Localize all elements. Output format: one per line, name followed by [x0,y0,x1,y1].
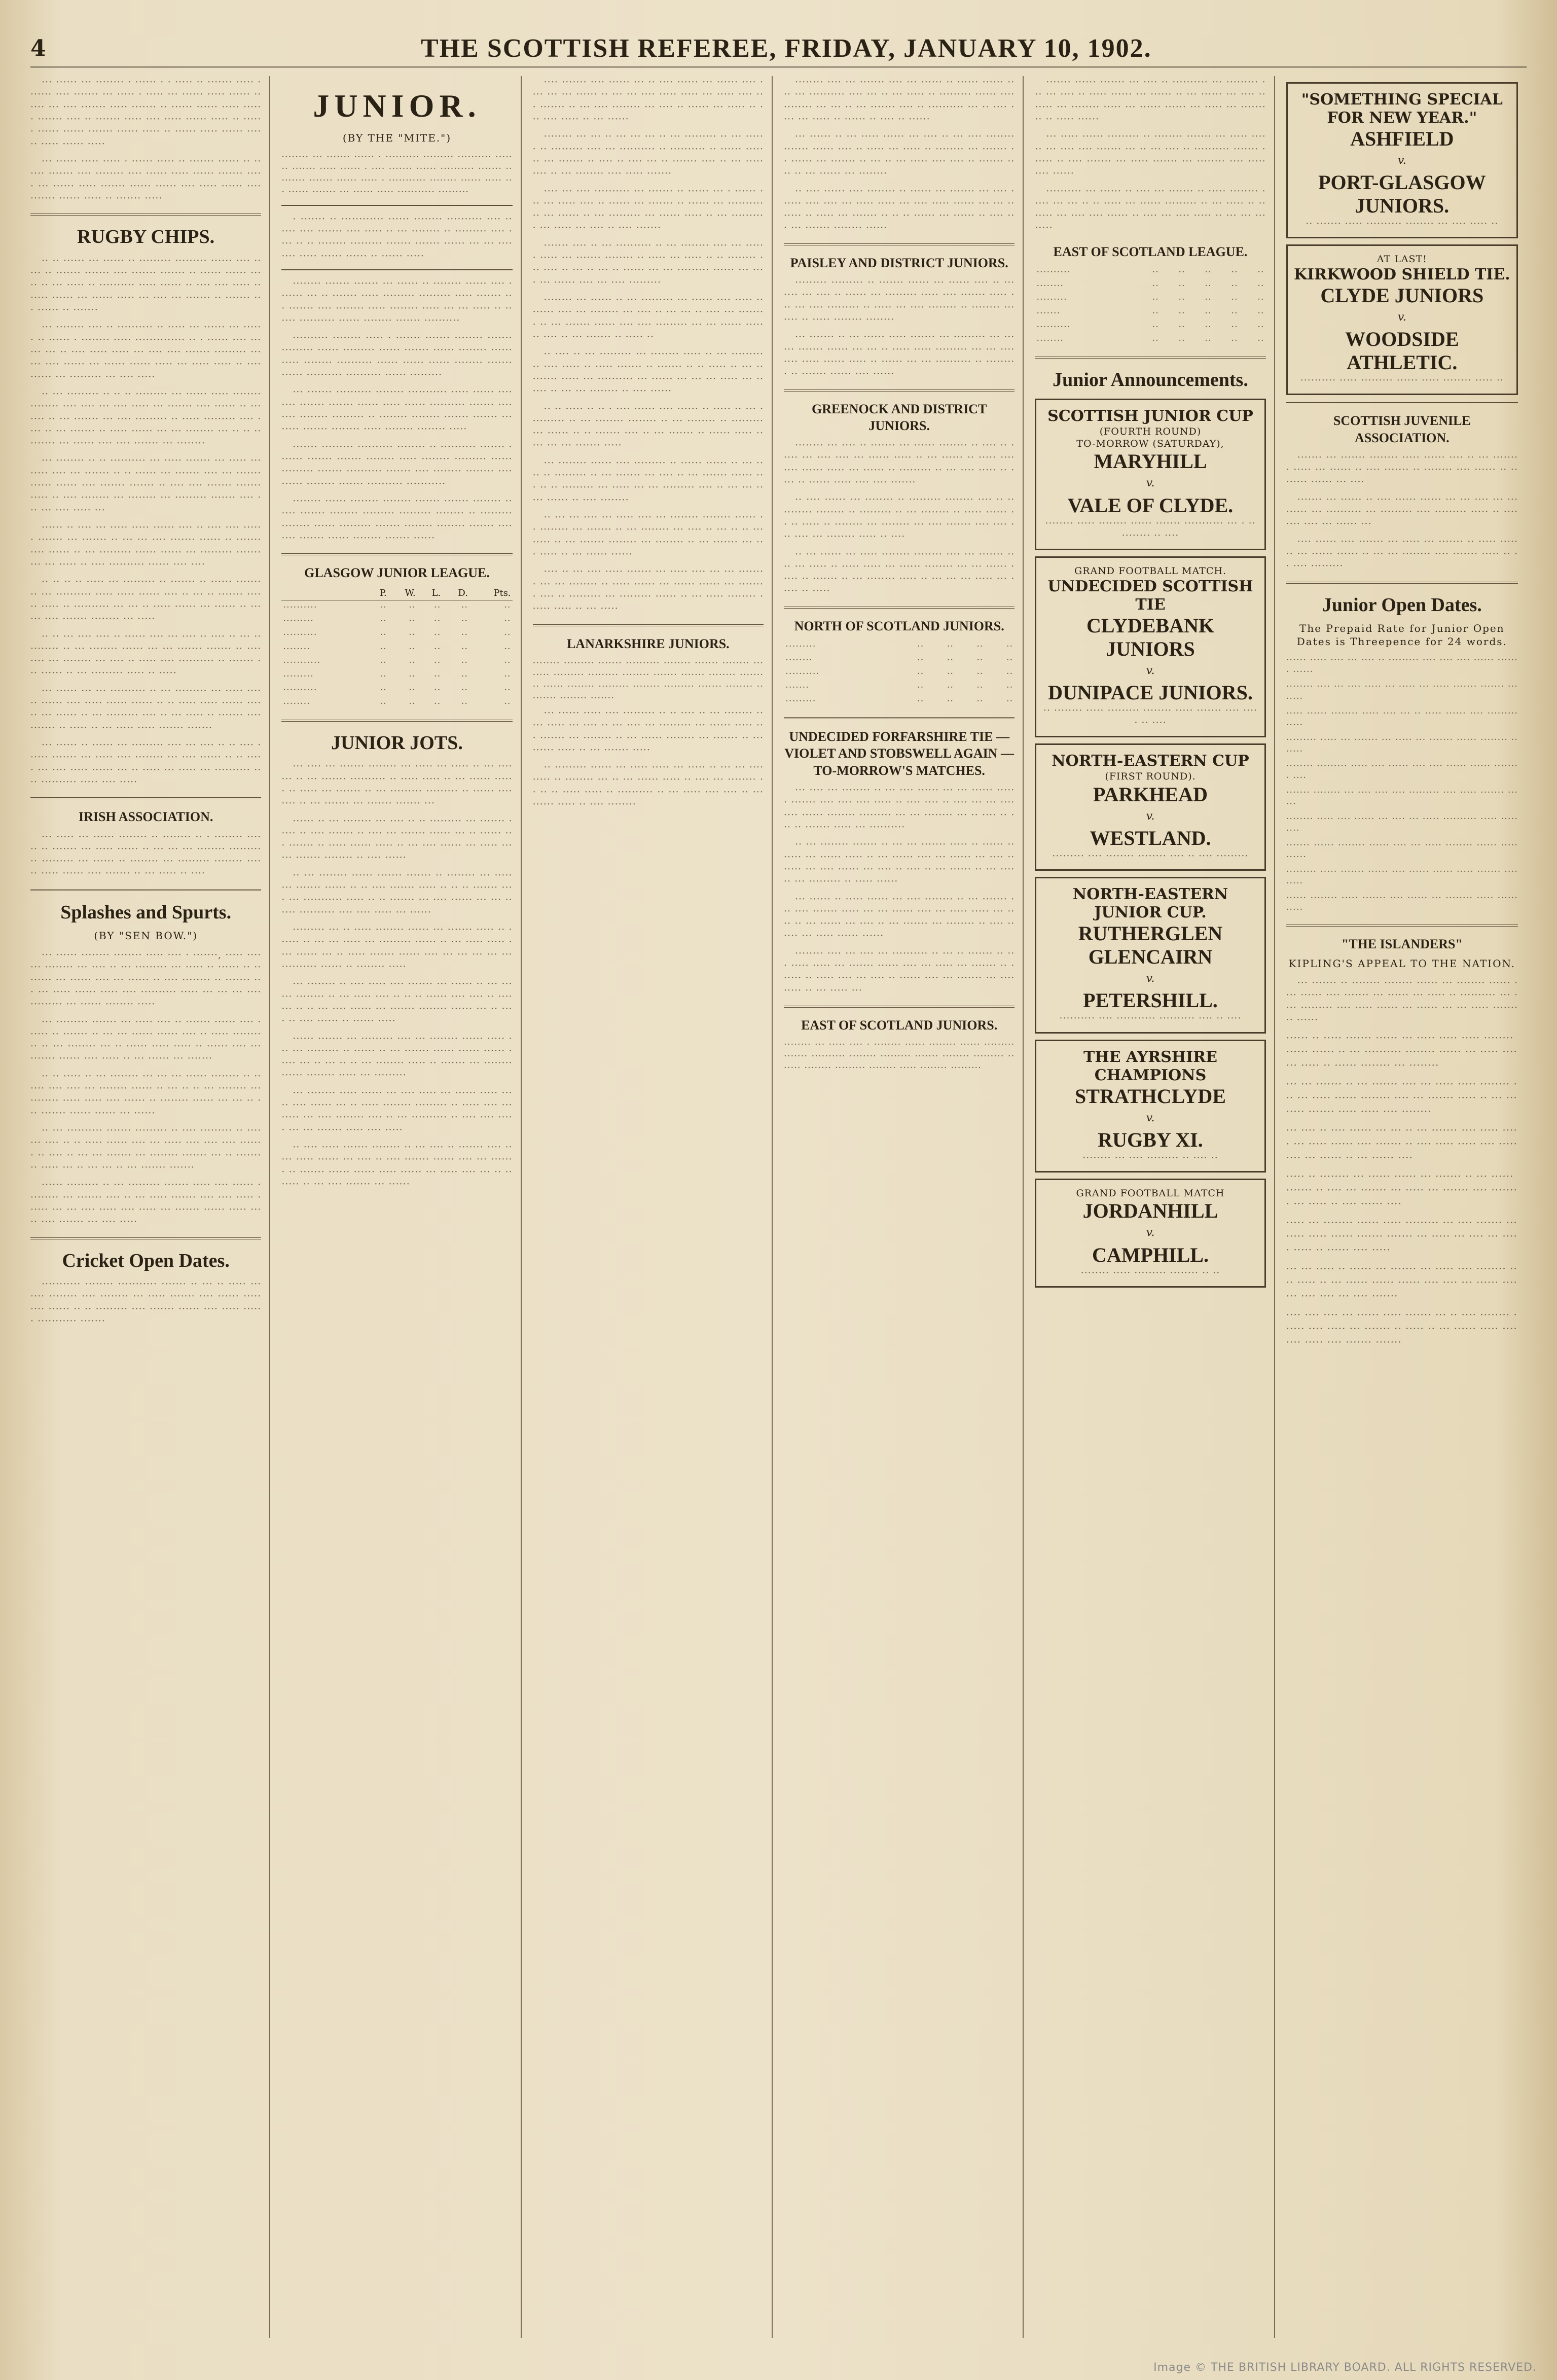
table-row: ·········· ·· ·· ·· ·· ·· [1036,322,1264,333]
poem-stanza: ····· ·· ········ ··· ······ ······ ··· ······· ·· ··· ······ ······· ·· ···· ··· ······· ··· ····· ··· ······· ···· ········ ··· ····· ·· ···· ······ ···· [1286,1170,1517,1210]
text-block: ······ ······· ··· ········· ···· ··· ········ ······ ····· ··· ··· ········· ·· ······ ·· ··· ······· ······ ······ ······ ····· ··· ·· ··· ·· ·· ··· ········ ····· ·· ······· ··· ········ ······ ········ ····· ··· ········· [281,1033,513,1081]
divider [30,214,261,216]
ad-home-team: ASHFIELD [1350,127,1454,150]
ad-versus: v. [1146,1226,1155,1239]
table-row: ········· ·· ·· ·· ·· ·· [283,670,511,682]
table-row: ········ ·· ·· ·· ·· ·· [283,643,511,654]
text-block: ·· ···· ······ ···· ········ ·· ······ ··· ······· ··· ···· ······ ···· ···· ··· ····· ····· ··· ···· ····· ······ ··· ··· ······· ·· ····· ··· ······· ·· ·· ·· ······ ··· ······ ·· ···· ··· ··· ······· ········ ······ [784,185,1015,234]
text-block: ··· ······ ··· ········ · ······ · · ····· ·· ······· ····· · ······ ···· ······· ··· ····· · ····· ··· ······ ····· ······ ······ ··· ···· ······· ····· ······· ·· ······ ······ ····· ······ ······· ···· ·· ······· ····· ···· ····· ······ ····· ·· ······ ······ ······ ······· ······ ····· ·· ······ ····· ······ ······ ····· ······ ····· [30,77,262,150]
ad-away-team: WOODSIDE ATHLETIC. [1345,327,1459,374]
text-block: ·········· ········ ····· · ······· ······· ········ ······· ········· ······ ········· ······ ······· ······ ········ ··········· ········ ·········· ······ ······ ······ ········ ······· ······ ·········· ·········· ······ ········· [281,332,513,381]
table-row: ··········· ·· ·· ·· ·· ·· [283,657,511,668]
column-1 [30,76,270,2338]
table-row: ······· ·· ·· ·· ·· ·· [1036,308,1264,319]
table-row: ········· ·· ·· ·· ·· [785,696,1013,707]
lanarkshire-juniors-heading: LANARKSHIRE JUNIORS. [566,636,730,651]
league-col-won: W. [388,586,417,600]
ad-lead: "SOMETHING SPECIAL FOR NEW YEAR." [1301,91,1503,127]
ad-details: ········ ··· ···· ········· ·· ···· ·· [1082,1152,1218,1163]
league-table [281,586,512,710]
ad-maryhill [1035,399,1265,550]
column-6 [1286,76,1526,2338]
ad-details: ·········· ····· ········· ······ ····· ········ ····· ·· [1300,374,1504,386]
ad-details: ········ ····· ········ ······ ······· ··········· ··· · ·· ········ ·· ···· [1045,517,1256,541]
ad-home-team: JORDANHILL [1082,1199,1218,1223]
text-block: ········· ··· ·· ····· ········ ······ ··· ······· ····· ·· ······ ·· ··· ··· ····· ··· ········· ······ ·· ··· ····· ····· ···· ······ ··· ·· ····· ······· ······ ···· ··· ··· ··· ··· ··· ·········· ······ ·· ········ ····· [281,924,513,972]
ad-lead: GRAND FOOTBALL MATCH [1076,1188,1225,1199]
text-block: ··· ······· ·· ··· ······ ····· ······· ··· ········· ··· ··· ··· ······· ······ ··· ··· ·· ····· ····· ········· ··· ··· ········ ····· ······ ····· ·· ······ ··· ··· ·········· ·· ········· ·· ······· ······ ···· ······ [784,331,1015,380]
table-row: ········· ·· ·· ·· ·· ·· [283,616,511,627]
text-block: ··· ······· ·· ········ ········ ······ ··· ········ ······ ···· ······ ···· ······· ··· ······ ··· ····· ·· ·········· ··· ···· ········· ···· ····· ······ ··· ······ ··· ··· ····· ········· ······ [1286,977,1518,1025]
divider [784,717,1015,719]
table-row: ········ ·· ·· ·· ·· ·· [1036,280,1264,292]
table-row: ·········· ·· ·· ·· ·· ·· [283,684,511,695]
splashes-heading: Splashes and Spurts. [60,901,232,923]
irish-association-heading: IRISH ASSOCIATION. [78,809,213,825]
columns [30,76,1526,2338]
ad-cup: UNDECIDED SCOTTISH TIE [1047,577,1253,614]
league-col-lost: L. [417,586,443,600]
divider [1286,402,1518,403]
text-block: ·· ···· ····· ······· ········ ·· ··· ···· ·· ······· ···· ·· ··· ····· ······ ··· ···· ·· ···· ······· ······ ···· ··· ······· ·· ······· ······ ······ ····· ······ ··· ····· ···· ··· ·· ·· ····· ·· ··· ···· ······· ··· ······ [281,1142,513,1190]
text-block: ··· ········ ···· ·· ·········· ·· ····· ··· ······ ··· ······ ·· ······ · ········ ····· ·············· ·· · ······ ···· ······ ··· ·· ···· ····· ····· ··· ···· ···· ······· ········· ··· ··· ···· ······ ··· ······ ······ ····· ··· ····· ····· ·· ···· ······ ··· ········· ··· ···· ····· [30,322,262,382]
column-4 [784,76,1024,2338]
junior-announcements-heading: Junior Announcements. [1053,369,1248,391]
league-col-played: P. [367,586,388,600]
divider [784,607,1015,609]
text-block: ······ ·· ···· ··· ····· ····· ······ ···· ·· ···· ···· ······ ······· ··· ······· ·· ··· ··· ···· ······· ······ ·· ······· ···· ······ ·· ··· ········· ······ ······ ··· ········· ·········· ··· ····· ·· ···· ·········· ······ ···· ···· [30,522,262,570]
table-row: ········ ·· ·· ·· ·· ·· [283,698,511,709]
ad-cup: THE AYRSHIRE CHAMPIONS [1083,1048,1217,1084]
undecided-tie-heading: UNDECIDED FORFARSHIRE TIE — VIOLET AND STOBSWELL AGAIN — TO-MORROW'S MATCHES. [784,729,1015,778]
divider [1286,925,1518,927]
ad-lead: GRAND FOOTBALL MATCH. [1074,565,1226,577]
text-block: ······· ··· ······ ·· ···· ······ ······ ··· ··· ···· ··· ··· ······ ··· ·········· ··· ········· ···· ········· ····· ·· ········ ···· ··· ······ ··· [1286,493,1518,530]
poem-stanza: ··· ··· ····· ·· ······ ··· ······· ··· ····· ···· ········ ···· ····· ·· ··· ······ ······ ······ ···· ···· ··· ······ ······· ···· ···· ··· ···· ······· [1286,1262,1517,1302]
east-of-scotland-heading: EAST OF SCOTLAND JUNIORS. [801,1018,998,1033]
text-block: ·· ··· ·········· ······· ········· ·· ···· ········· ·· ······· ···· ·· ·· ····· ······ ···· ··· ····· ···· ···· ···· ······· ·· ···· ·· ··· ··· ······· ··· ········ ······· ··· ·· ········· ····· ··· ·· ··· ··· ·· ··· ······· ······· [30,1125,262,1173]
text-block: ·· ··· ········· ·· ·· ·· ········· ··· ······ ····· ········ ········ ···· ···· ··· ···· ····· ··· ······· ···· ······ ·· ······· ·· ··· ······· ··· ···· ········· ·· ····· ········· ···· ···· ·· ··· ······· ·· ····· ······ ··· ··· ········ ··· ·· ·· ········· ··· ······ ···· ···· ······· ··· ········ [30,388,262,449]
ad-when: TO-MORROW (SATURDAY), [1076,438,1224,450]
scottish-juvenile-heading: SCOTTISH JUVENILE ASSOCIATION. [1333,413,1471,445]
text-block: ··· ······ ··· ··· ·········· ·· ··· ········· ··· ····· ······ ······ ···· ····· ······ ······ ·· ·· ····· ····· ······ ······ ··· ······ ·· ··· ········· ···· ·· ··· ····· ·· ······· ···· ······· ·· ····· ·· ··· ····· ····· ······· ······· [30,685,262,733]
table-row: ········· ·· ·· ·· ·· ·· [1036,294,1264,305]
paisley-juniors-heading: PAISLEY AND DISTRICT JUNIORS. [790,255,1008,270]
poem-stanza: ··· ···· ·· ···· ······ ··· ··· ·· ··· ······· ···· ····· ····· ··· ····· ······ ···· ······· ·· ···· ····· ····· ···· ········· ··· ······ ·· ··· ······ ···· [1286,1124,1517,1164]
east-league-heading: EAST OF SCOTLAND LEAGUE. [1053,244,1248,259]
column-3 [533,76,773,2338]
rugby-chips-heading: RUGBY CHIPS. [77,226,215,248]
glasgow-junior-league-heading: GLASGOW JUNIOR LEAGUE. [304,565,490,581]
cricket-open-dates-heading: Cricket Open Dates. [62,1250,230,1271]
junior-open-dates-heading: Junior Open Dates. [1322,594,1482,616]
text-block: ··· ···· ··· ······· ········ ··· ····· ··· ····· ·· ··· ······· ·· ··· ······· ·········· ·· ····· ····· ·· ··· ······ ······ ·· ····· ··· ······· ·· ··· ········· ········· ·· ······ ········ ·· ··· ······· ··· ······· ······· ··· [281,761,513,809]
text-block: ·· ··· ······ ··· ····· ········ ········ ···· ··· ······· ···· ··· ····· ·· ····· ····· ··· ······ ········ ··· ··· ······ ····· ·· ······· ·· ··· ········ ····· ·· ··· ··· ··· ····· ··· ····· ·· ····· [784,548,1015,597]
list-item: ······ ········ ····· ······· ···· ······ ··· ········ ····· ······ ····· [1286,892,1518,915]
ad-versus: v. [1397,310,1406,324]
ad-away-team: VALE OF CLYDE. [1067,493,1234,517]
league-col-club [281,586,367,600]
text-block: ········ ··· ······· ······ · ·········· ········· ·········· ······· ······· ····· ······ · ···· ······· ······ ·········· ······· ········· ······· ······ ····· · ··········· ········ ······ ····· ·· · ······ ······· ··· ······ ····· ··········· ········· [281,151,513,197]
text-block: ·· ·· ·· ·· ····· ··· ········· ·· ······· ·· ······ ······· ·· ··· ·········· ····· ····· ······ ···· ·· ··· ·· ······· ······ ····· ·· ·········· ··· ··· ·· ····· ······ ··· ······ ·· ······ ···· ······· ········ ··· ····· [30,576,262,625]
ad-versus: v. [1146,809,1155,823]
junior-heading: JUNIOR. [313,88,481,124]
list-item: ······· ······ ········ ······ ···· ··· ····· ········ ······ ····· ······ [1286,839,1518,862]
table-row: ········ ·· ·· ·· ·· ·· [1036,335,1264,346]
divider [281,553,512,555]
table-row: ·········· ·· ·· ·· ·· ·· [283,602,511,613]
ad-details: ·· ········ ····· ········· ········ ····· ······· ···· ····· ·· ···· [1043,704,1258,729]
table-row: ········· ·· ·· ·· ·· [785,641,1013,652]
divider [30,797,261,799]
text-block: ··· ······ ····· ····· · ······ ····· ·· ······· ······ ·· ······ ······· ···· ········ ···· ······ ····· ······ ······· ····· ··· ······ ····· ······· ······ ······ ···· ····· ······ ···· ······· ······ ····· ·· ······· ····· [30,155,262,204]
league-col-points: Pts. [469,586,513,600]
junior-byline: (BY THE "MITE.") [342,131,452,144]
north-table [784,640,1015,708]
ad-away-team: CAMPHILL. [1092,1243,1209,1266]
junior-jots-heading: JUNIOR JOTS. [331,732,463,754]
list-item: ····· ······ ········ ····· ···· ··· ·· ····· ······ ···· ········· ····· [1286,707,1518,730]
text-block: ··· ······ ·· ······ ··· ········· ···· ··· ···· ·· ·· ···· ······ ······· ··· ····· ···· ········ ··· ···· ······ ·· ·· ····· ··· ···· ····· ······ ··· ·· ····· ··· ····· ··· ·········· ·· ·· ·········· ····· ···· ····· [30,739,262,788]
ad-clyde-juniors [1286,244,1518,395]
ad-home-team: MARYHILL [1094,450,1207,473]
divider [784,389,1015,392]
divider [30,889,261,891]
poem-stanza: ···· ···· ···· ··· ······ ····· ······· ··· ·· ···· ········ ······ ···· ····· ··· ······· ·· ····· ·· ··· ······ ····· ···· ···· ····· ···· ······· ······· [1286,1308,1517,1348]
table-row: ········ ·· ·· ·· ·· [785,655,1013,666]
text-block: ··· ····· ··· ······ ········ ·· ········ ·· · ········ ···· ·· ·· ······· ··· ····· ······ ·· ··· ··· ··· ········ ········· ·· ········· ··· ······ ·· ········ ··· ········· ········ ···· ·· ····· ······ ···· ······· ·· ··· ····· ·· ···· [30,831,262,879]
ad-details: ········ ····· ········· ········ ·· ·· [1080,1267,1220,1278]
ad-away-team: PORT-GLASGOW JUNIORS. [1318,171,1486,218]
poem-stanza: ··· ··· ······· ·· ··· ······· ···· ··· ····· ····· ········ ··· ··· ····· ······ ········ ···· ··· ······· ····· ·· ··· ········ ······· ····· ····· ···· ········ [1286,1078,1517,1118]
poem-stanza: ······ ·· ····· ······· ······ ··· ····· ····· ····· ········ ······ ······ ·· ··· ·········· ········ ······ ··· ····· ······· ····· ·· ······ ········ ··· ········ [1286,1032,1517,1072]
ad-away-team: DUNIPACE JUNIORS. [1048,681,1253,704]
ad-details: ········· ···· ········ ········ ···· ·· ···· ········· [1052,850,1249,862]
text-block: ·· ··· ··· ···· ··· ····· ···· ··· ········ ········ ······ ·· ········ ··· ······· ·· ··· ········ ··· ···· ·· ··· ·· ·· ········ ·· ··· ······· ········ ··· ········ ·· ··· ······· ··· ··· ····· ·· ··· ······ ······ [532,512,764,560]
poem-stanza: ····· ··· ········ ······ ····· ········· ··· ···· ······· ··· ····· ····· ······ ······· ······· ··· ····· ··· ···· ··· ····· ····· ·· ······ ···· ····· [1286,1216,1517,1256]
league-table-header [281,586,512,600]
text-block: ·· ·· ··· ···· ···· ·· ······ ···· ··· ···· ·· ···· ·· ··· ·········· ·· ··· ········ ······ ··· ··· ······· ······· ·· ···· ···· ··· ········ ··· ···· ·· ····· ···· ·········· ·· ······· ··· ······ ·· ··· ········· ····· ·· ····· [30,630,262,679]
text-block: ··· ········ ····· ······ ··· ···· ····· ··· ······ ····· ··· ·· ···· ······ ··· ·· ····· ········ ········· ·· ····· ···· ··· ····· ··· ···· ········ ···· ·· ··· ·········· ·· ···· ···· ····· ··· ··· ······· ····· ···· ····· [281,1087,513,1135]
newspaper-title: THE SCOTTISH REFEREE, FRIDAY, JANUARY 10, 1902. [421,33,1152,63]
text-block: ········ ······ ········ ········ ······· ······· ········ ······ ······· ········ ········· ········· ········ ·· ········· ········ ······ ········· ······· ········ ········ ······· ········ ······· ······ ········ ······· ······ [281,495,513,544]
open-dates-rate: The Prepaid Rate for Junior Open Dates is Threepence for 24 words. [1296,622,1507,648]
text-block: ·· ········· ······ ··· ····· ····· ··· ····· ·· ··· ··· ········· ·· ········ ··· ·· ··· ······ ····· ·· ···· ··· ········ ·· ·· ·· ····· ····· ·· ·········· ·· ··· ····· ···· ···· ·· ··· ······ ····· ·· ···· ········ [532,762,764,810]
ad-versus: v. [1146,477,1155,490]
ad-away-team: RUGBY XI. [1098,1128,1203,1151]
ad-home-team: RUTHERGLEN GLENCAIRN [1078,922,1223,969]
divider [1286,582,1518,584]
kipling-heading: KIPLING'S APPEAL TO THE NATION. [1288,957,1516,970]
text-block: ··· ······ ·· ··· ····· ······ ··· ···· ·· ··· ···· ········ ······· ······ ···· ·· ····· ··· ····· ·· ········ ··· ······· ·· ······ ··· ······· ·· ··· ·· ··· ····· ···· ···· ·· ······· ···· ·· ··· ······ ··· ········ [784,131,1015,180]
column-2 [281,76,521,2338]
text-block: ··· ······ ····· ···· ········· ·· ·· ···· ·· ··· ········ ····· ····· ··· ···· ·· ··· ···· ··· ········· ··· ······ ····· ··· ······· ··· ········ ·· ··· ······ ········ ··· ······· ·· ··· ······ ····· ·· ··· ······· ····· [532,707,764,756]
divider [281,720,512,722]
text-block: ··· ····· ······ ········· ·· ········ ······· ··· ····· ···· ·· ··· ···· ···· ······· ··· ·· ··· ···· ·· ·········· ······· ······ ·· ···· ······· ··· ····· ······· ··· ········ ···· ····· ···· ······ [1035,131,1266,180]
text-block: ··· ······ ·· ····· ······ ··· ···· ········ ·· ··· ······· ··· ···· ······· ····· ··· ··· ······ ···· ··· ····· ····· ··· ···· ·· ··· ······ ··· ···· ·· ··· ······· ··· ········ ·· ···· ······ ··· ····· ······ ······ [784,893,1015,942]
divider [784,1006,1015,1008]
divider [784,243,1015,245]
text-block: ········ ···· ··· ···· ··· ·········· ·· ··· ·· ······· ·· ··· ····· ····· ··· ······· ······ ···· ··· ····· ··· ······· ·· ······ ·· ····· ···· ··· ···· ·· ······ ···· ··· ······· ··· ···· ····· ·· ··· ····· ··· [784,947,1015,996]
ad-lead: AT LAST! [1377,254,1427,265]
text-block: ········ ··· ······ ·· ··· ········· ··· ······ ···· ····· ········ ···· ··· ········ ··· ···· ·· ··· ··· ·· ···· ··· ········ ·· ··· ······· ······ ···· ···· ········· ··· ··· ······ ······· ···· ·· ··· ······· ·· ····· ·· [532,294,764,342]
copyright-notice: Image © THE BRITISH LIBRARY BOARD. ALL RIGHTS RESERVED. [1153,2361,1537,2374]
text-block: ······· ··· ······· ········ ····· ······ ···· ·· ··· ········ ····· ··· ······ ·· ···· ······· ·· ········ ···· ······ ·· ········ ······ ··· ···· [1286,451,1518,488]
text-block: ··· ···· ··· ········ ·· ··· ···· ······ ··· ··· ······ ······ ······· ···· ···· ···· ····· ·· ···· ···· ·· ···· ··· ··· ········ ······ ········ ········· ··· ··· ········ ··· ·· ···· ·· ··· ·· ······· ····· ··· ·········· [784,785,1015,833]
list-item: ········· ····· ··· ······· ··· ····· ··· ······· ······ ········ ······· [1286,734,1518,757]
east-league-table [1035,265,1265,347]
ad-home-team: CLYDEBANK JUNIORS [1087,614,1214,660]
text-block: ··· ········ ······ ···· ········· ·· ······ ······ ·· ··· ···· ·· ········· ·· ··· ······· ··· ···· ·· ··· ······· ······ ··· ·· ·· ········· ··· ····· ··· ··· ········· ···· ·· ··· ··· ·· ··· ······ ·· ···· ········ [532,457,764,506]
text-block: ······ ········· ·· ··· ········· ······· ····· ···· ······ ········· ··· ······· ···· ·· ··· ····· ······· ···· ···· ····· ······ ··· ··· ···· ····· ···· ····· ··· ······· ······ ····· ··· ·· ···· ······· ··· ···· ····· [30,1179,262,1228]
text-block: ·· ··· ········ ······ ······· ······· ·· ········ ··· ····· ··· ······· ······ ·· ·· ···· ······· ····· ·· ·· ·· ······· ···· ··· ··········· ····· ·· ·· ······· ··· ···· ······ ··· ··· ······ ·········· ···· ···· ····· ··· ······ [281,869,513,918]
text-block: ··· ······· ·········· ········ ··········· ····· ······ ········ ······· ······· ······ ····· ······ ·········· ······· ········ ········ ········· ·· ········ ········ ······· ······· ········ ······· ········ ····· ········ ········ ····· [281,386,513,435]
text-block: ·· ·· ····· ·· ··· ········ ··· ··· ··· ······ ········ ·· ······ ···· ···· ··· ········ ······ ·· ··· ·· ·· ··· ········ ··· ········ ····· ····· ···· ······ ·· ········ ······ ··· ··· ·· ··· ······· ······ ······ ··· ······ [30,1070,262,1119]
text-block: ········ ··· ··· ·· ··· ··· ··· ·· ··· ········· ·· ··· ······ ·· ········· ···· ··· ·········· ·· ·········· ·· ······ ······· ··· ······· ·· ···· ·· ···· ··· ·· ······· ···· ·· ··· ····· ···· ·· ··· ········ ···· ····· ······· [532,131,764,180]
table-row: ·········· ·· ·· ·· ·· [785,668,1013,680]
ad-ashfield [1286,82,1518,238]
ad-cup: KIRKWOOD SHIELD TIE. [1294,265,1510,283]
ad-versus: v. [1146,664,1155,677]
list-item: ········· ····· ······· ······ ···· ······ ······ ····· ······· ········· [1286,866,1518,889]
ad-strathclyde [1035,1040,1265,1173]
table-row: ······· ·· ·· ·· ·· [785,682,1013,693]
ad-versus: v. [1397,154,1406,167]
text-block: ········ ···· ··· ······· ···· ··· ······ ·· ······ ······ ···· ··· ·········· ···· ··· ·· ··· ····· ·· ········· ······ ···· ········ ··· ··· ·· ··· ······· ···· ·· ·········· ··· ·· ···· ···· ··· ····· ·· ······ ·· ···· ·· ······ [784,77,1015,125]
page-number: 4 [30,35,46,61]
text-block: ········ ··· ····· ···· · ········ ······ ········ ······ ········· ······· ·········· ········ ········· ······· ········ ········· ······· ········ ········· ········ ····· ········ ········· [784,1039,1015,1074]
text-block: ··· ······ ········ ········ ····· ···· · ·······, ····· ······· ········ ··· ···· ·· ··· ········· ··· ····· ·· ······ ·· ········ ··· ······ ···· ··· ······ ·· ···· ········ ·· ······· ··· ··· ····· ······ ····· ···· ·········· ····· ··· ··· ··· ···· ········· ··· ······ ········ ····· [30,949,262,1010]
text-block: ······· ···· ·· ··· ·········· ·· ··· ········ ···· ··· ······ ····· ··· ······· ········ ·· ····· ··· ····· ·· ·· ········ ··· ···· ·· ··· ·· ··· ·· ······ ··· ··· ········· ······ ··· ···· ··· ······ ···· ··· ···· ········· [532,239,764,288]
league-col-drawn: D. [442,586,469,600]
text-block: ··········· ········ ··········· ······· ·· ··· ·· ····· ··· ···· ········ ···· ········ ··· ····· ······· ···· ······ ····· ···· ······ ·· ·· ········· ···· ······· ······ ···· ····· ······ ··········· ······· [30,1278,262,1327]
masthead [30,30,1527,67]
ad-details: ·· ······· ····· ·········· ········ ··· ···· ····· ·· [1306,218,1499,230]
column-5 [1035,76,1275,2338]
ad-away-team: WESTLAND. [1090,826,1211,849]
ad-clydebank [1035,556,1265,737]
ad-rutherglen [1035,877,1265,1033]
ad-round: (FIRST ROUND). [1105,771,1196,783]
divider [30,1237,261,1239]
ad-home-team: PARKHEAD [1093,783,1208,806]
ad-jordanhill [1035,1179,1265,1288]
ad-away-team: PETERSHILL. [1083,989,1218,1012]
text-block: ········ ········· ······· ·········· ········ ······· ········ ········ ········· ········· ········ ······· ······· ········ ········· ······ ········ ········· ········ ········· ······· ········ ········· ········ ······· [532,657,764,703]
text-block: ·········· ··· ······ ·· ···· ··· ······· ·· ····· ········ ····· ··· ··· ·· ·· ····· ··· ······ ········· ·· ··· ····· ·· ······· ··· ···· ···· ······ ·· ···· ··· ···· ····· ·· ··· ··· ········ [1035,185,1266,234]
divider [281,269,512,270]
text-block: ······· ······ ······· ··· ···· ·· ·········· ··· ········· ··· ··· ···· ·· ····· ······ ··· ······ ·· ··· ······ ··· ···· ······· ··· ········ ····· ··· ······ ······ ··· ····· ··· ········· ·· ····· ······ [1035,77,1266,125]
list-item: ········ ····· ···· ······ ··· ···· ··· ····· ·········· ····· ········· [1286,813,1518,836]
ad-round: (FOURTH ROUND) [1099,425,1202,437]
text-block: ···· ·· ··· ···· ····· ······· ··· ····· ···· ··· ··· ········ ··· ··· ········ ·· ····· ······ ··· ······ ······ ··· ········ ···· ·· ········· ··· ········· ······ ·· ··· ····· ········ ······ ····· ·· ··· ····· [532,566,764,615]
text-block: ··· ········· ······· ··· ····· ···· ·· ······· ······ ···· ······ ·· ······· ·· ··· ··· ······ ······ ···· ·· ····· ·········· ·· ··· ········ ··· ·· ······ ····· ····· ·· ······ ···· ··· ······· ······ ···· ····· ·· ··· ······ ··· ······· [30,1016,262,1064]
divider [533,624,764,626]
text-block: ···· ··· ···· ·········· ··· ······· ·· ······ ··· · ······ ··· ··· ····· ···· ·· ······ ··· ······· ·· ······ ··· ·········· ·· ··· ······ ·· ··· ········· ··· ······ ····· ·· ··· ·········· ··· ····· ··· ···· ·· ···· ······· [532,185,764,234]
text-block: ·· ···· ·· ··· ········· ··· ········ ····· ·· ··· ········· ·· ···· ····· ·· ····· ······· ·· ······· ·· ·· ····· ·· ··· ·· ······· ····· ··· ·········· ··· ······ ··· ··· ··· ····· ··· ······ ·· ··· ··· ········ ·· ···· ······ [532,348,764,397]
table-row: ·········· ·· ·· ·· ·· ·· [283,629,511,641]
islanders-heading: "THE ISLANDERS" [1341,937,1463,952]
north-of-scotland-heading: NORTH OF SCOTLAND JUNIORS. [794,618,1004,633]
text-block: · ······· ·· ············ ······ ········ ·········· ···· ·· ···· ···· ······· ···· ····· ·· ··· ········ ·· ········· ···· ···· ·· ·· ········ ········· ······· ······· ······ ··· ··· ········ ····· ······ ······ ·· ······ ····· [281,213,513,262]
list-item: ······· ········ ··· ···· ···· ···· ········· ···· ····· ······· ······ [1286,787,1518,809]
ad-cup: NORTH-EASTERN JUNIOR CUP. [1072,885,1228,922]
text-block: ········ ··· ···· ·· ······· ··· ······ ········ ·· ···· ·· ····· ··· ···· ···· ··· ······ ····· ·· ··· ······ ·· ····· ···· ···· ······ ····· ··· ······ ·· ········· ·· ··· ···· ····· ·· ···· ·· ······ ····· ···· ···· ······· [784,440,1015,488]
ad-versus: v. [1146,1111,1155,1124]
text-block: ······· ········· ·········· ········ ·· ·········· ······· ······· ······· ······· ········ ····· ········ ········· ······ ········· ······· ·········· ······· ···· ········ ········ ·········· ········ ······· ·········· ··········· [281,441,513,489]
text-block: ···· ······· ···· ······ ··· ·· ···· ······ ··· ······ ···· ···· ··· ··· ······ ·· ··· ··· ···· ····· ····· ··· ····· ···· ··· ······· ·· ··· ···· ········ ··· ···· ·· ······ ··· ····· ·· ··· ···· ····· ·· ··· ······ [532,77,764,125]
table-row: ·········· ·· ·· ·· ·· ·· [1036,267,1264,278]
ad-details: ·········· ···· ··········· ·········· ···· ·· ···· [1059,1013,1242,1024]
text-block: ··· ········ ·· ·· ·········· ··· ····· ······· ··· ····· ········ ···· ··· ······· ·· ·· ······ ··· ······· ···· ··· ······· ······ ······ ···· ······· ······· ·· ···· ···· ······· ······· ····· ·· ···· ········ ··· ········ ··· ········· ······· ···· ··· ··· ···· ····· ··· [30,455,262,516]
text-block: ·· ··· ········ ······· ·· ··· ··· ······· ····· ·· ······ ······· ··· ······ ····· ·· ··· ······ ···· ··· ······ ··· ···· ······· ··· ···· ······ ··· ···· ·· ···· ·· ··· ······ ·· ··· ······ ··· ········· ·· ····· ······ [784,839,1015,887]
text-block: ··· ········ ·· ···· ····· ···· ······· ··· ······ ·· ··· ··· ··· ········ ·· ··· ····· ···· ·· ·· ·· ······ ···· ···· ·· ······· ·· ·· ··· ···· ······ ··· ······· ········ ······ ··· ·· ···· ·· ···· ······ ·· ······ ····· [281,978,513,1027]
ad-parkhead [1035,743,1265,871]
text-block: ······ ·· ··· ········ ··· ···· ·· ·· ········· ··· ······· ····· ·· ···· ······· ·· ···· ··· ······· ······ ··· ·· ······ ··· ······· ·· ····· ······ ····· ·· ··· ···· ······ ··· ····· ··· ··· ······· ········ ·· ···· ······ [281,815,513,864]
divider [1035,357,1265,359]
list-item: ········ ········· ····· ···· ······ ···· ···· ······ ······ ········ ···· [1286,760,1518,783]
divider [281,205,512,206]
ad-home-team: CLYDE JUNIORS [1320,283,1484,307]
list-item: ······ ····· ···· ··· ···· ·· ········· ···· ···· ···· ······ ······· ······ [1286,655,1518,678]
text-block: ·· ·· ····· ·· ·· · ···· ······ ···· ······ ·· ····· ·· ··· ·········· ·· ··· ········ ········ ·· ··· ········ ·· ········· ··· ······ ·· ·· ······· ···· ·· ··· ······· ·· ······ ····· ·· ··· ··· ··· ······· ····· [532,403,764,451]
ad-cup: NORTH-EASTERN CUP [1052,752,1249,770]
splashes-byline: (BY "SEN BOW.") [94,930,198,942]
ad-cup: SCOTTISH JUNIOR CUP [1047,407,1253,425]
text-block: ········ ······· ······· ··· ······ ·· ········ ······ ···· ······· ··· ·· ······· ····· ········· ········· ····· ······· ··· ······· ···· ········ ····· ········ ····· ··· ··· ····· ·· ······ ·········· ······ ········ ······· ·········· [281,277,513,326]
greenock-juniors-heading: GREENOCK AND DISTRICT JUNIORS. [812,401,987,433]
ad-versus: v. [1146,972,1155,985]
text-block: ········· ········· ·· ······· ······ ··· ······ ···· ·· ··· ···· ··· ···· ·· ······ ··· ········· ····· ···· ······· ····· ··· ··· ···· ········· ·· ····· ··· ···· ········ ·· ········ ··· ···· ·· ····· ········ ········ [784,277,1015,325]
text-block: ·· ···· ······ ··· ········ ·· ········· ········ ···· ·· ·· ········ ········ ·· ········· ·· ··· ········ ·· ····· ······ ·· ·· ····· ·· ········ ··· ········ ··· ···· ······· ···· ···· ··· ···· ··· ········ ····· ·· ···· [784,494,1015,543]
list-item: ········ ···· ··· ···· ····· ··· ····· ··· ····· ······· ······· ········ [1286,681,1518,704]
text-block: ···· ······ ···· ······· ··· ····· ··· ······· ·· ····· ······· ··· ······ ······ ·· ··· ··· ········ ···· ······· ····· ·· ·· ···· ········· [1286,536,1518,572]
text-block: ·· ·· ······ ··· ······ ·· ········· ········· ······ ···· ····· ·· ······· ······· ···· ······· ······· ·· ······ ······ ····· ·· ··· ····· ·· ·········· ····· ······ ·· ···· ···· ····· ······· ······ ··· ······ ····· ··· ···· ··· ······· ·· ······· ··· ······ ·· ······· [30,255,262,315]
ad-home-team: STRATHCLYDE [1075,1084,1226,1108]
